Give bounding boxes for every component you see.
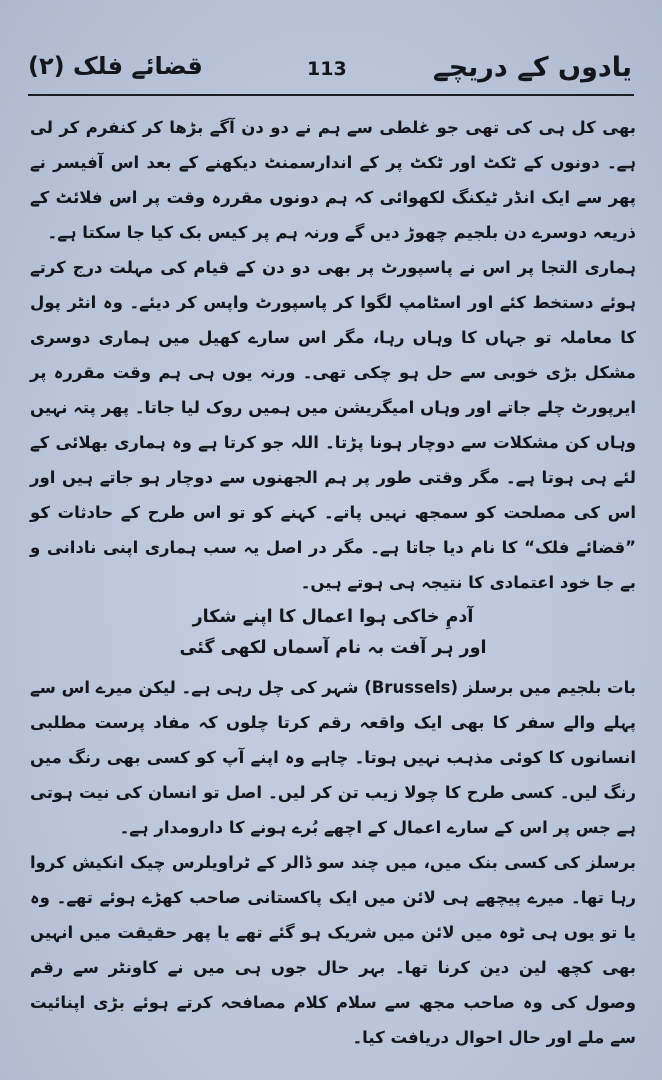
- body-text: [30, 110, 636, 1055]
- paragraph: برسلز کی کسی بنک میں، میں چند سو ڈالر کے ٹراویلرس چیک انکیش کروا رہا تھا۔ میرے پیچھے ہی لائن میں ایک پاکستانی صاحب کھڑے ہوئے تھے۔ وہ یا تو یوں ہی ٹوہ میں لائن میں شریک ہو گئے تھے یا پھر حقیقت میں انہیں بھی کچھ لین دین کرنا تھا۔ بہر حال جوں ہی میں نے کاونٹر سے رقم وصول کی وہ صاحب مجھ سے سلام کلام مصافحہ کرتے ہوئے بڑی اپنائیت سے ملے اور حال احوال دریافت کیا۔: [30, 853, 636, 1047]
- verse-line: آدمِ خاکی ہوا اعمال کا اپنے شکار: [192, 607, 474, 627]
- chapter-title: قضائے فلک (۲): [28, 52, 203, 80]
- paragraph: بھی کل ہی کی تھی جو غلطی سے ہم نے دو دن آگے بڑھا کر کنفرم کر لی ہے۔ دونوں کے ٹکٹ اور ٹکٹ پر کے اندارسمنٹ دیکھنے کے بعد اس آفیسر نے پھر سے ایک انڈر ٹیکنگ لکھوائی کہ ہم دونوں مقررہ وقت پر اس فلائٹ کے ذریعہ دوسرے دن بلجیم چھوڑ دیں گے ورنہ ہم پر کیس بک کیا جا سکتا ہے۔: [30, 118, 636, 242]
- paragraph: ہماری التجا پر اس نے پاسپورٹ پر بھی دو دن کے قیام کی مہلت درج کرتے ہوئے دستخط کئے اور اسٹامپ لگوا کر پاسپورٹ واپس کر دیئے۔ وہ انٹر پول کا معاملہ تو جہاں کا وہاں رہا، مگر اس سارے کھیل میں ہماری دوسری مشکل بڑی خوبی سے حل ہو چکی تھی۔ ورنہ یوں ہی ہم وقت مقررہ پر ایرپورٹ چلے جاتے اور وہاں امیگریشن میں ہمیں روک لیا جاتا۔ پھر پتہ نہیں وہاں کن مشکلات سے دوچار ہونا پڑتا۔ اللہ جو کرتا ہے وہ ہماری بھلائی کے لئے ہی ہوتا ہے۔ مگر وقتی طور پر ہم الجھنوں سے دوچار ہو جاتے ہیں اور اس کی مصلحت کو سمجھ نہیں پاتے۔ کہنے کو تو اس طرح کے حادثات کو ”قضائے فلک“ کا نام دیا جاتا ہے۔ مگر در اصل یہ سب ہماری اپنی نادانی و بے جا خود اعتمادی کا نتیجہ ہی ہوتے ہیں۔: [30, 258, 636, 592]
- verse: [30, 602, 636, 664]
- page-number: 113: [307, 58, 347, 80]
- running-header: [22, 52, 640, 96]
- header-rule: [28, 94, 634, 96]
- book-title: یادوں کے دریچے: [432, 52, 632, 83]
- verse-line: اور ہر آفت بہ نام آسماں لکھی گئی: [179, 638, 487, 658]
- paragraph: بات بلجیم میں برسلز (Brussels) شہر کی چل رہی ہے۔ لیکن میرے اس سے پہلے والے سفر کا بھی ایک واقعہ رقم کرتا چلوں کہ مفاد پرست مطلبی انسانوں کا کوئی مذہب نہیں ہوتا۔ چاہے وہ اپنے آپ کو کسی بھی رنگ میں رنگ لیں۔ کسی طرح کا چولا زیب تن کر لیں۔ اصل تو انسان کی نیت ہوتی ہے جس پر اس کے سارے اعمال کے اچھے بُرے ہونے کا دارومدار ہے۔: [29, 678, 636, 837]
